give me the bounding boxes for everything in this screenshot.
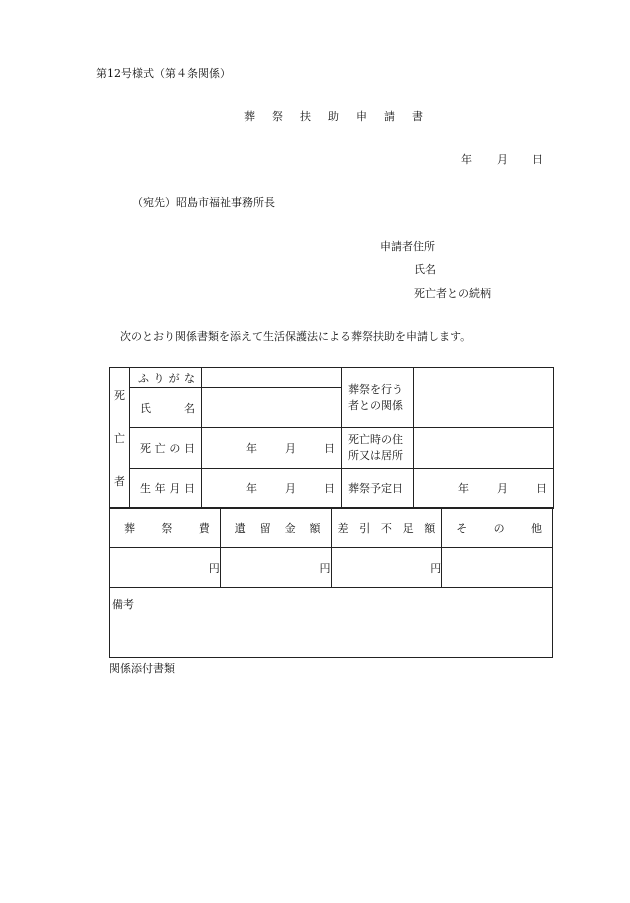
- residence-label: [342, 428, 414, 468]
- funeral-date-field[interactable]: [414, 468, 554, 508]
- applicant-address-label: 申請者住所: [380, 240, 435, 253]
- birth-date-char: 年: [154, 482, 166, 496]
- funeral-cost-header: [110, 508, 221, 548]
- header-char: 額: [309, 521, 321, 535]
- date-month: 月: [497, 153, 508, 166]
- header-char: 葬: [124, 521, 135, 535]
- applicant-relation-label: 死亡者との続柄: [414, 287, 491, 300]
- date-day: 日: [532, 153, 543, 166]
- death-date-char: 死: [140, 442, 151, 456]
- remaining-money-field[interactable]: [220, 548, 331, 588]
- header-char: 金: [284, 521, 296, 535]
- other-header: [442, 508, 553, 548]
- furigana-char: な: [183, 371, 195, 385]
- page-title: [244, 110, 423, 124]
- header-char: 他: [531, 521, 542, 535]
- furigana-label: [130, 368, 202, 388]
- header-char: 費: [198, 521, 210, 535]
- day-unit: 日: [536, 482, 547, 496]
- cost-table: [109, 507, 553, 658]
- residence-field[interactable]: [414, 428, 554, 468]
- remaining-money-header: [220, 508, 331, 548]
- deceased-label-cell: [110, 368, 130, 509]
- header-char: そ: [456, 521, 468, 535]
- month-unit: 月: [285, 482, 296, 496]
- year-unit: 年: [246, 482, 257, 496]
- birth-date-char: 生: [140, 482, 151, 496]
- funeral-cost-field[interactable]: [110, 548, 221, 588]
- header-char: の: [493, 521, 505, 535]
- relation-field[interactable]: [414, 368, 554, 428]
- applicant-name-label: 氏名: [414, 263, 436, 276]
- birth-date-char: 月: [169, 482, 181, 496]
- deceased-char: 亡: [114, 431, 125, 445]
- death-date-char: 亡: [154, 442, 166, 456]
- relation-line: 葬祭を行う: [348, 382, 403, 396]
- date-year: 年: [461, 153, 472, 166]
- month-unit: 月: [285, 442, 296, 456]
- header-char: 足: [402, 521, 414, 535]
- name-char: 名: [184, 401, 195, 415]
- header-char: 不: [380, 521, 392, 535]
- form-number: 第12号様式（第４条関係）: [96, 67, 231, 80]
- name-char: 氏: [140, 401, 151, 415]
- name-field[interactable]: [202, 388, 342, 428]
- birth-date-label: [130, 468, 202, 508]
- header-char: 引: [359, 521, 371, 535]
- furigana-field[interactable]: [202, 368, 342, 388]
- title-char: 申: [356, 110, 367, 123]
- yen-unit: 円: [319, 561, 331, 575]
- other-field[interactable]: [442, 548, 553, 588]
- year-unit: 年: [246, 442, 257, 456]
- year-unit: 年: [458, 482, 469, 496]
- addressee: （宛先）昭島市福祉事務所長: [132, 196, 275, 209]
- title-char: 祭: [272, 110, 283, 123]
- header-char: 遺: [234, 521, 246, 535]
- deceased-char: 者: [114, 475, 125, 489]
- day-unit: 日: [324, 442, 335, 456]
- header-char: 祭: [161, 521, 173, 535]
- death-date-char: 日: [183, 442, 195, 456]
- residence-line: 所又は居所: [348, 449, 403, 463]
- month-unit: 月: [497, 482, 508, 496]
- shortfall-header: [331, 508, 442, 548]
- death-date-char: の: [169, 442, 181, 456]
- header-char: 留: [259, 521, 271, 535]
- title-char: 書: [412, 110, 423, 123]
- furigana-char: り: [153, 371, 165, 385]
- shortfall-field[interactable]: [331, 548, 442, 588]
- title-char: 扶: [300, 110, 311, 123]
- remarks-field[interactable]: [110, 588, 553, 658]
- death-date-field[interactable]: [202, 428, 342, 468]
- title-char: 葬: [244, 110, 255, 123]
- header-char: 額: [424, 521, 436, 535]
- death-date-label: [130, 428, 202, 468]
- title-char: 助: [328, 110, 339, 123]
- deceased-char: 死: [114, 388, 125, 402]
- relation-label: [342, 368, 414, 428]
- furigana-char: ふ: [138, 371, 149, 385]
- relation-line: 者との関係: [348, 398, 403, 412]
- birth-date-char: 日: [183, 482, 195, 496]
- yen-unit: 円: [430, 561, 442, 575]
- deceased-info-table: [109, 367, 554, 509]
- funeral-date-label: 葬祭予定日: [342, 468, 414, 508]
- header-char: 差: [337, 521, 349, 535]
- residence-line: 死亡時の住: [348, 433, 403, 447]
- remarks-label: 備考: [112, 598, 134, 611]
- attachments-label: 関係添付書類: [109, 662, 175, 675]
- furigana-char: が: [168, 371, 180, 385]
- intro-text: 次のとおり関係書類を添えて生活保護法による葬祭扶助を申請します。: [120, 330, 472, 343]
- day-unit: 日: [324, 482, 335, 496]
- birth-date-field[interactable]: [202, 468, 342, 508]
- name-label: [130, 388, 202, 428]
- title-char: 請: [384, 110, 395, 123]
- yen-unit: 円: [208, 561, 220, 575]
